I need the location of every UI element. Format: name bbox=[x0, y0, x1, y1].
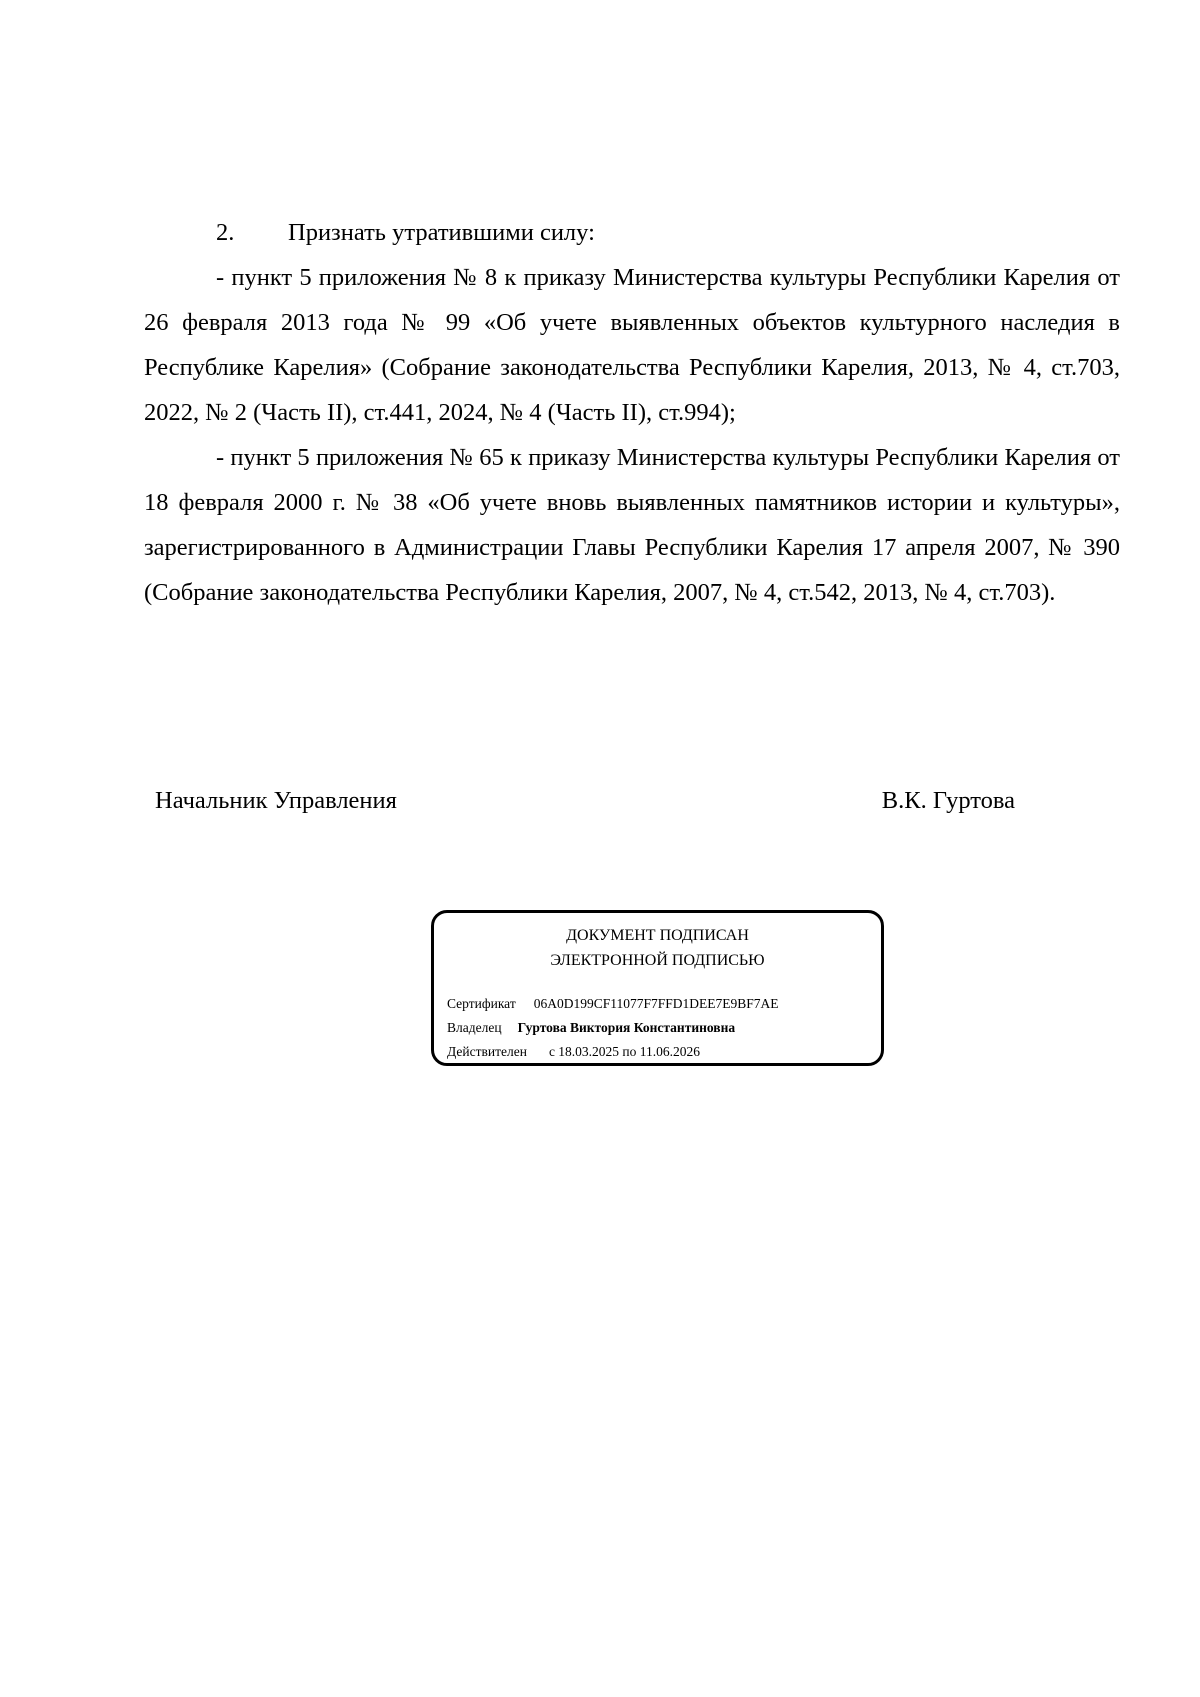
document-body bbox=[144, 210, 1120, 615]
item-heading-text: Признать утратившими силу: bbox=[288, 219, 595, 246]
stamp-validity-row bbox=[447, 1040, 779, 1064]
stamp-title-line-2: ЭЛЕКТРОННОЙ ПОДПИСЬЮ bbox=[550, 952, 765, 969]
item-number: 2. bbox=[216, 219, 235, 246]
owner-value: Гуртова Виктория Константиновна bbox=[517, 1020, 736, 1035]
certificate-value: 06A0D199CF11077F7FFD1DEE7E9BF7AE bbox=[533, 996, 779, 1011]
stamp-owner-row bbox=[447, 1016, 779, 1040]
certificate-label: Сертификат bbox=[447, 996, 516, 1011]
validity-label: Действителен bbox=[447, 1044, 527, 1059]
item-heading bbox=[144, 210, 1120, 255]
stamp-title-line-1: ДОКУМЕНТ ПОДПИСАН bbox=[566, 927, 749, 944]
paragraph-2: - пункт 5 приложения № 65 к приказу Министерства культуры Республики Карелия от 18 февраля 2000 г. № 38 «Об учете вновь выявленных памятников истории и культуры», зарегистрированного в Администрации Главы Республики Карелия 17 апреля 2007, № 390 (Собрание законодательства Республики Карелия, 2007, № 4, ст.542, 2013, № 4, ст.703). bbox=[144, 444, 1120, 606]
stamp-certificate-row bbox=[447, 992, 779, 1016]
validity-value: с 18.03.2025 по 11.06.2026 bbox=[548, 1044, 701, 1059]
signer-name: В.К. Гуртова bbox=[881, 787, 1015, 814]
stamp-title bbox=[434, 923, 881, 973]
electronic-signature-stamp bbox=[431, 910, 884, 1066]
owner-label: Владелец bbox=[447, 1020, 502, 1035]
stamp-details bbox=[447, 992, 779, 1064]
signer-position: Начальник Управления bbox=[155, 787, 397, 814]
paragraph-1: - пункт 5 приложения № 8 к приказу Министерства культуры Республики Карелия от 26 февраля 2013 года № 99 «Об учете выявленных объектов культурного наследия в Республике Карелия» (Собрание законодательства Республики Карелия, 2013, № 4, ст.703, 2022, № 2 (Часть II), ст.441, 2024, № 4 (Часть II), ст.994); bbox=[144, 264, 1120, 426]
